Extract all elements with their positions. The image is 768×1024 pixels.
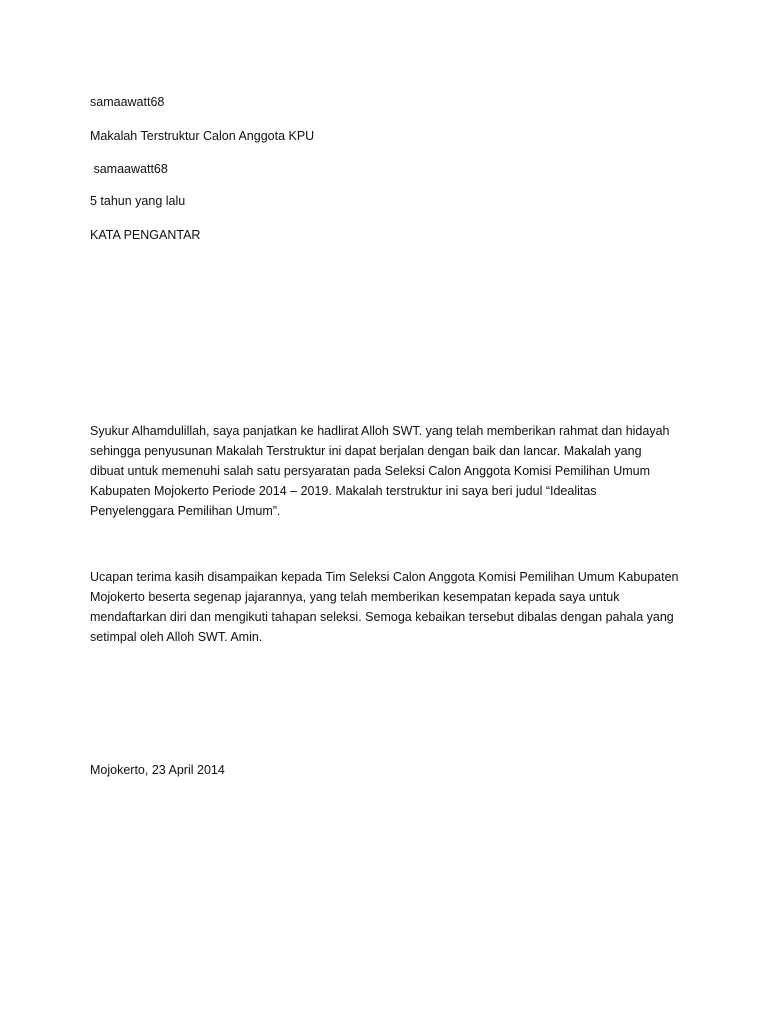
paragraph-line: Mojokerto beserta segenap jajarannya, yang telah memberikan kesempatan kepada saya untuk [90, 590, 620, 604]
paragraph-line: Syukur Alhamdulillah, saya panjatkan ke hadlirat Alloh SWT. yang telah memberikan rahmat dan hidayah [90, 424, 670, 438]
section-heading: KATA PENGANTAR [90, 228, 201, 242]
paragraph-thanks [90, 567, 690, 647]
document-title: Makalah Terstruktur Calon Anggota KPU [90, 129, 315, 143]
paragraph-line: mendaftarkan diri dan mengikuti tahapan seleksi. Semoga kebaikan tersebut dibalas dengan pahala yang [90, 610, 674, 624]
publish-time: 5 tahun yang lalu [90, 194, 186, 208]
place-and-date: Mojokerto, 23 April 2014 [90, 763, 225, 777]
paragraph-line: dibuat untuk memenuhi salah satu persyaratan pada Seleksi Calon Anggota Komisi Pemilihan Umum [90, 464, 651, 478]
paragraph-acknowledgement [90, 421, 690, 521]
author-name-repeat[interactable]: samaawatt68 [90, 162, 168, 176]
paragraph-line: Kabupaten Mojokerto Periode 2014 – 2019. Makalah terstruktur ini saya beri judul “Idealitas [90, 484, 597, 498]
paragraph-line: sehingga penyusunan Makalah Terstruktur ini dapat berjalan dengan baik dan lancar. Makalah yang [90, 444, 642, 458]
paragraph-line: Penyelenggara Pemilihan Umum”. [90, 504, 281, 518]
paragraph-line: setimpal oleh Alloh SWT. Amin. [90, 630, 263, 644]
author-name[interactable]: samaawatt68 [90, 95, 165, 109]
paragraph-line: Ucapan terima kasih disampaikan kepada Tim Seleksi Calon Anggota Komisi Pemilihan Umum Kabupaten [90, 570, 679, 584]
